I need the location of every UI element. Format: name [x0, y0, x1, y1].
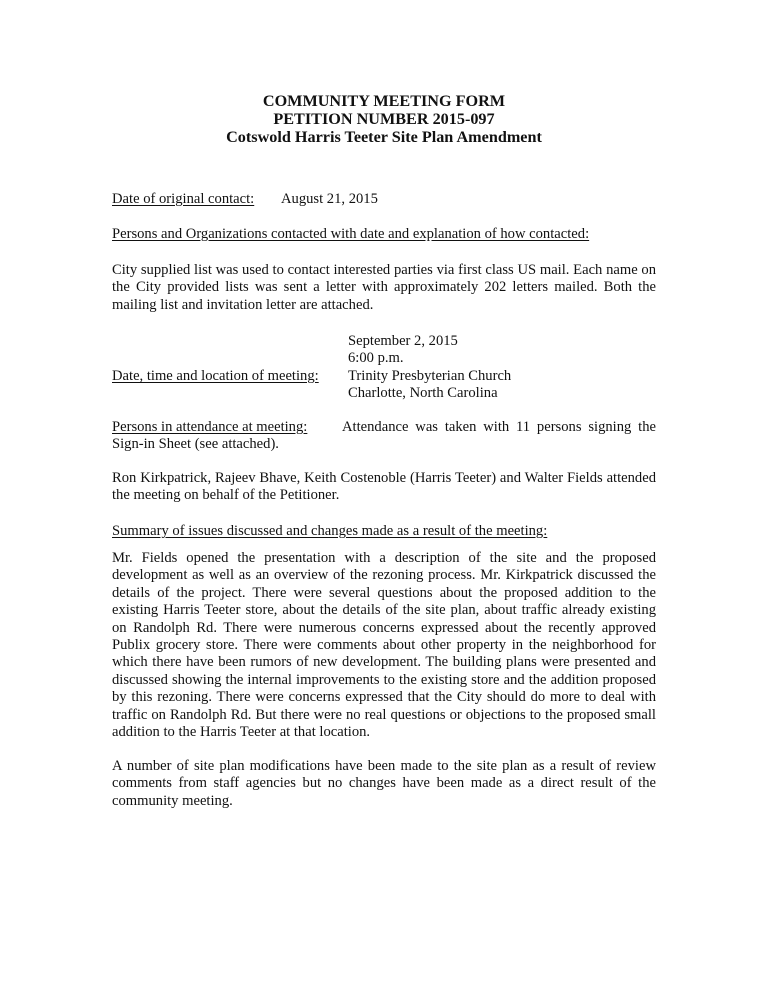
meeting-label-wrap: [112, 368, 319, 385]
persons-contacted-heading: Persons and Organizations contacted with date and explanation of how contacted:: [112, 226, 590, 242]
document-title: [0, 92, 768, 146]
meeting-details: [348, 333, 511, 403]
meeting-label: Date, time and location of meeting:: [112, 368, 319, 384]
original-contact-row: [112, 191, 254, 208]
summary-paragraph-2: A number of site plan modifications have been made to the site plan as a result of review comments from staff agencies but no changes have been made as a direct result of the community meeting.: [112, 758, 656, 809]
attendance-label-wrap: [112, 419, 307, 436]
meeting-city: Charlotte, North Carolina: [348, 385, 498, 402]
attendance-label: Persons in attendance at meeting:: [112, 419, 308, 435]
meeting-venue: Trinity Presbyterian Church: [348, 367, 512, 384]
attendance-value-line1: Attendance was taken with 11 persons signing the: [342, 419, 656, 435]
title-line-petition: PETITION NUMBER 2015-097: [273, 110, 495, 128]
attendance-value-line2: Sign-in Sheet (see attached).: [112, 436, 279, 452]
meeting-time: 6:00 p.m.: [348, 350, 404, 367]
original-contact-label: Date of original contact:: [112, 191, 255, 207]
original-contact-value: August 21, 2015: [281, 191, 378, 207]
persons-contacted-body: City supplied list was used to contact interested parties via first class US mail. Each name on the City provided lists was sent a letter with approximately 202 letters mailed. Both the mailing list and invitation letter are attached.: [112, 262, 656, 313]
summary-paragraph-1: Mr. Fields opened the presentation with a description of the site and the proposed development as well as an overview of the rezoning process. Mr. Kirkpatrick discussed the details of the project. There were several questions about the proposed addition to the existing Harris Teeter store, about the details of the site plan, about traffic already existing on Randolph Rd. There were numerous concerns expressed about the recently approved Publix grocery store. There were comments about other property in the neighborhood for which there have been rumors of new development. The building plans were presented and discussed showing the internal improvements to the existing store and the addition proposed by this rezoning. There were concerns expressed that the City should do more to deal with traffic on Randolph Rd. But there were no real questions or objections to the proposed small addition to the Harris Teeter at that location.: [112, 550, 656, 741]
petitioner-attendees: Ron Kirkpatrick, Rajeev Bhave, Keith Costenoble (Harris Teeter) and Walter Fields attended the meeting on behalf of the Petitioner.: [112, 470, 656, 504]
summary-heading: Summary of issues discussed and changes made as a result of the meeting:: [112, 523, 548, 539]
title-line-form: COMMUNITY MEETING FORM: [262, 92, 506, 110]
meeting-date: September 2, 2015: [348, 333, 458, 349]
title-line-project: Cotswold Harris Teeter Site Plan Amendment: [226, 128, 542, 146]
